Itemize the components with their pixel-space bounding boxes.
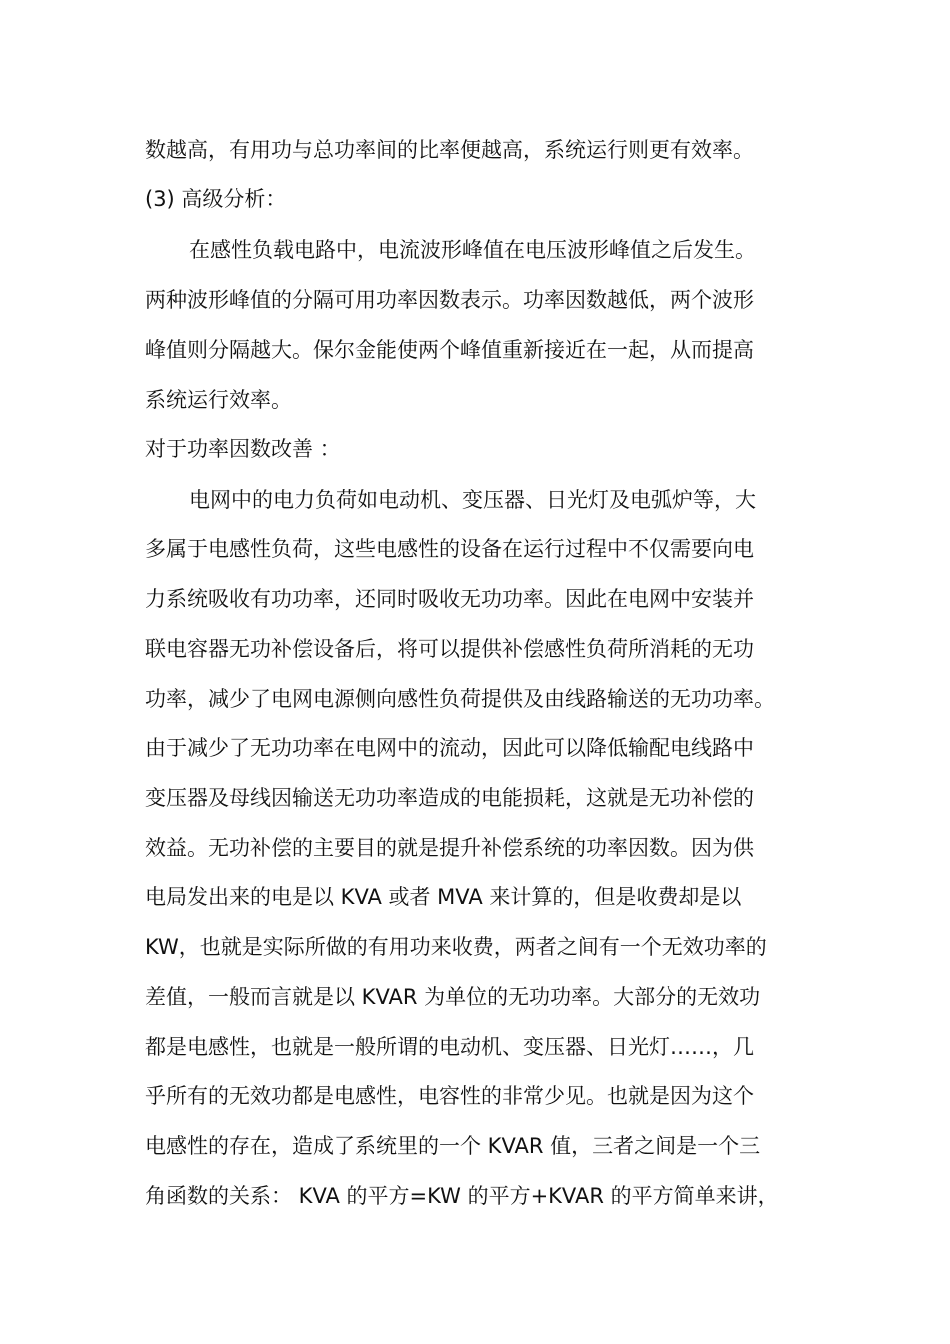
text-line: 电网中的电力负荷如电动机、变压器、日光灯及电弧炉等，大 — [189, 488, 756, 512]
text-line: 差值，一般而言就是以 KVAR 为单位的无功功率。大部分的无效功 — [145, 985, 761, 1009]
text-line: 峰值则分隔越大。保尔金能使两个峰值重新接近在一起，从而提高 — [145, 338, 754, 362]
text-line: 多属于电感性负荷，这些电感性的设备在运行过程中不仅需要向电 — [145, 537, 754, 561]
section-heading: 对于功率因数改善 ： — [145, 437, 341, 461]
text-line: 力系统吸收有功功率，还同时吸收无功功率。因此在电网中安装并 — [145, 587, 754, 611]
text-line: 系统运行效率。 — [145, 388, 292, 412]
text-line: 数越高，有用功与总功率间的比率便越高，系统运行则更有效率。 — [145, 138, 754, 162]
text-line: 在感性负载电路中，电流波形峰值在电压波形峰值之后发生。 — [189, 238, 756, 262]
text-line: 电局发出来的电是以 KVA 或者 MVA 来计算的，但是收费却是以 — [145, 885, 742, 909]
text-line: 都是电感性，也就是一般所谓的电动机、变压器、日光灯……，几 — [145, 1035, 754, 1059]
text-line: KW，也就是实际所做的有用功来收费，两者之间有一个无效功率的 — [145, 935, 767, 959]
text-line: 两种波形峰值的分隔可用功率因数表示。功率因数越低，两个波形 — [145, 288, 754, 312]
text-line: 功率，减少了电网电源侧向感性负荷提供及由线路输送的无功功率。 — [145, 687, 775, 711]
text-line: 电感性的存在，造成了系统里的一个 KVAR 值，三者之间是一个三 — [145, 1134, 761, 1158]
text-line: 联电容器无功补偿设备后，将可以提供补偿感性负荷所消耗的无功 — [145, 637, 754, 661]
text-line: 效益。无功补偿的主要目的就是提升补偿系统的功率因数。因为供 — [145, 836, 754, 860]
text-line: 乎所有的无效功都是电感性，电容性的非常少见。也就是因为这个 — [145, 1084, 754, 1108]
text-line: 由于减少了无功功率在电网中的流动，因此可以降低输配电线路中 — [145, 736, 754, 760]
text-line: 角函数的关系： KVA 的平方=KW 的平方+KVAR 的平方简单来讲， — [145, 1184, 779, 1208]
section-heading: (3) 高级分析： — [145, 187, 287, 211]
text-line: 变压器及母线因输送无功功率造成的电能损耗，这就是无功补偿的 — [145, 786, 754, 810]
